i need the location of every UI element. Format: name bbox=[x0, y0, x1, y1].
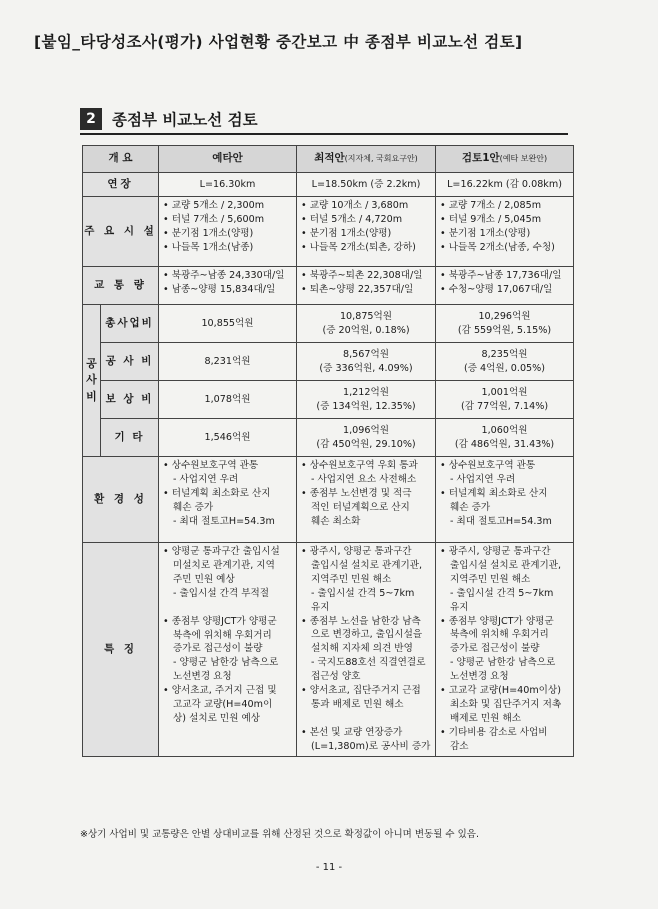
list-item: 배제로 민원 해소 bbox=[450, 712, 521, 724]
list-item: • 북광주~퇴촌 22,308대/일 bbox=[301, 270, 423, 281]
cell bbox=[159, 419, 297, 457]
list-item: • 터널계획 최소화로 산지 bbox=[163, 487, 271, 499]
section-title: 종점부 비교노선 검토 bbox=[112, 111, 258, 129]
list-item: - 사업지연 요소 사전해소 bbox=[311, 473, 417, 485]
cell bbox=[297, 267, 436, 305]
cell bbox=[159, 381, 297, 419]
comparison-table bbox=[82, 145, 574, 757]
list-item: - 국지도88호선 직결연결로 bbox=[311, 657, 426, 669]
list-item: 접근성 양호 bbox=[311, 671, 361, 683]
list-item: • 교량 5개소 / 2,300m bbox=[163, 200, 265, 211]
cell bbox=[436, 267, 574, 305]
list-item: - 출입시설 간격 5~7km bbox=[450, 587, 554, 599]
cell-change: (감 450억원, 29.10%) bbox=[316, 438, 416, 450]
row-traffic bbox=[83, 267, 574, 305]
label-features: 특 징 bbox=[83, 543, 159, 757]
list-item: 출입시설 설치로 관계기관, bbox=[311, 559, 423, 571]
section-header bbox=[80, 108, 568, 135]
label-cost-group: 공 사 비 bbox=[83, 305, 101, 457]
cell-value: 1,001억원 bbox=[481, 386, 528, 398]
cell bbox=[436, 343, 574, 381]
list-item: 훼손 증가 bbox=[173, 501, 214, 513]
list-item: 북측에 위치해 우회거리 bbox=[173, 629, 272, 641]
list-item: 증가로 접근성이 불량 bbox=[450, 643, 540, 655]
page-number: - 11 - bbox=[315, 862, 343, 873]
list-item: - 최대 절토고H=54.3m bbox=[450, 515, 552, 527]
list-item: - 사업지연 우려 bbox=[173, 473, 239, 485]
list-item: • 양서초교, 주거지 근접 및 bbox=[163, 685, 277, 697]
row-environment bbox=[83, 457, 574, 543]
section-number: 2 bbox=[80, 108, 102, 130]
cell bbox=[297, 419, 436, 457]
list-item: • 북광주~남종 24,330대/일 bbox=[163, 270, 285, 281]
label-total-cost: 총사업비 bbox=[101, 305, 159, 343]
cell-value: 1,212억원 bbox=[343, 386, 390, 398]
list-item: • 본선 및 교량 연장증가 bbox=[301, 726, 403, 738]
cell-value: 10,296억원 bbox=[478, 310, 531, 322]
list-item: 감소 bbox=[450, 740, 469, 752]
list-item: - 출입시설 간격 5~7km bbox=[311, 587, 415, 599]
list-item: • 터널계획 최소화로 산지 bbox=[440, 487, 548, 499]
document-title: [붙임_타당성조사(평가) 사업현황 중간보고 中 종점부 비교노선 검토] bbox=[34, 33, 523, 51]
label-construction-cost: 공 사 비 bbox=[101, 343, 159, 381]
list-item: • 광주시, 양평군 통과구간 bbox=[440, 546, 551, 557]
list-item: • 종점부 노선변경 및 적극 bbox=[301, 487, 412, 499]
cell-value: 8,567억원 bbox=[343, 348, 390, 360]
cell-value: 8,231억원 bbox=[204, 355, 251, 367]
list-item: • 나들목 2개소(퇴촌, 강하) bbox=[301, 241, 416, 253]
list-item: - 사업지연 우려 bbox=[450, 473, 516, 485]
cell bbox=[159, 543, 297, 757]
list-item: 유지 bbox=[450, 601, 469, 613]
row-total-cost bbox=[83, 305, 574, 343]
cell bbox=[297, 197, 436, 267]
row-features bbox=[83, 543, 574, 757]
list-item: • 북광주~남종 17,736대/일 bbox=[440, 270, 562, 281]
row-length bbox=[83, 173, 574, 197]
list-item: • 상수원보호구역 우회 통과 bbox=[301, 460, 418, 471]
list-item: • 분기점 1개소(양평) bbox=[440, 227, 531, 239]
list-item: • 양평군 통과구간 출입시설 bbox=[163, 546, 280, 557]
list-item: • 퇴촌~양평 22,357대/일 bbox=[301, 283, 414, 295]
list-item: • 기타비용 감소로 사업비 bbox=[440, 726, 548, 738]
list-item: 증가로 접근성이 불량 bbox=[173, 643, 263, 655]
table-header-row bbox=[83, 146, 574, 173]
header-overview: 개 요 bbox=[83, 146, 159, 173]
cell-value: 10,855억원 bbox=[201, 317, 254, 329]
list-item: • 상수원보호구역 관통 bbox=[163, 460, 259, 471]
cell-change: (감 77억원, 7.14%) bbox=[460, 400, 549, 412]
list-item: • 나들목 1개소(남종) bbox=[163, 241, 254, 253]
cell bbox=[436, 419, 574, 457]
list-item: 고교각 교량(H=40m이 bbox=[173, 699, 273, 711]
cell bbox=[436, 457, 574, 543]
list-item: • 수청~양평 17,067대/일 bbox=[440, 283, 553, 295]
list-item: 미설치로 관계기관, 지역 bbox=[173, 559, 275, 571]
label-environment: 환 경 성 bbox=[83, 457, 159, 543]
list-item: • 종점부 양평JCT가 양평군 bbox=[163, 615, 277, 627]
list-item: - 출입시설 간격 부적절 bbox=[173, 587, 270, 599]
label-facilities: 주 요 시 설 bbox=[83, 197, 159, 267]
cell bbox=[297, 343, 436, 381]
cell bbox=[436, 305, 574, 343]
cell-change: (증 336억원, 4.09%) bbox=[319, 362, 413, 374]
cell bbox=[436, 197, 574, 267]
cell bbox=[297, 305, 436, 343]
list-item: • 상수원보호구역 관통 bbox=[440, 460, 536, 471]
list-item: - 양평군 남한강 남측으로 bbox=[173, 657, 279, 669]
header-review1: 검토1안(예타 보완안) bbox=[436, 146, 574, 173]
list-item: • 양서초교, 집단주거지 근접 bbox=[301, 685, 421, 697]
list-item: • 분기점 1개소(양평) bbox=[163, 227, 254, 239]
cell-value: 1,096억원 bbox=[343, 424, 390, 436]
list-item: • 종점부 노선을 남한강 남측 bbox=[301, 615, 421, 627]
cell-value: 1,078억원 bbox=[204, 393, 251, 405]
list-item: • 나들목 2개소(남종, 수청) bbox=[440, 241, 555, 253]
list-item: • 종점부 양평JCT가 양평군 bbox=[440, 615, 554, 627]
list-item: (L=1,380m)로 공사비 증가 bbox=[311, 740, 431, 752]
list-item: 으로 변경하고, 출입시설을 bbox=[311, 629, 423, 641]
list-item: • 터널 5개소 / 4,720m bbox=[301, 213, 403, 225]
list-item: • 터널 9개소 / 5,045m bbox=[440, 213, 542, 225]
cell bbox=[297, 381, 436, 419]
list-item: 설치해 지자체 의견 반영 bbox=[311, 643, 413, 655]
header-yeta: 예타안 bbox=[159, 146, 297, 173]
header-optimal: 최적안(지자체, 국회요구안) bbox=[297, 146, 436, 173]
cell-change: (감 559억원, 5.15%) bbox=[457, 324, 552, 336]
list-item: • 터널 7개소 / 5,600m bbox=[163, 213, 265, 225]
cell bbox=[159, 343, 297, 381]
list-item: 북측에 위치해 우회거리 bbox=[450, 629, 549, 641]
cell-value: 1,546억원 bbox=[204, 431, 251, 443]
cell-value: 10,875억원 bbox=[339, 310, 393, 322]
list-item: - 양평군 남한강 남측으로 bbox=[450, 657, 556, 669]
cell bbox=[159, 197, 297, 267]
list-item: 노선변경 요청 bbox=[450, 671, 509, 683]
label-other-cost: 기 타 bbox=[101, 419, 159, 457]
list-item: 통과 배제로 민원 해소 bbox=[311, 698, 404, 710]
label-length: 연장 bbox=[83, 173, 159, 197]
header-review1-note: (예타 보완안) bbox=[499, 154, 548, 164]
list-item: 훼손 최소화 bbox=[311, 515, 361, 527]
list-item: 최소화 및 집단주거지 저촉 bbox=[450, 698, 562, 710]
cell bbox=[436, 381, 574, 419]
cell-value: 1,060억원 bbox=[481, 424, 528, 436]
label-compensation-cost: 보 상 비 bbox=[101, 381, 159, 419]
row-other-cost bbox=[83, 419, 574, 457]
cell-change: (증 4억원, 0.05%) bbox=[464, 362, 546, 374]
cell: L=18.50km (증 2.2km) bbox=[297, 173, 436, 197]
label-traffic: 교 통 량 bbox=[83, 267, 159, 305]
list-item: • 고교각 교량(H=40m이상) bbox=[440, 685, 561, 697]
cell-change: (감 486억원, 31.43%) bbox=[454, 438, 555, 450]
list-item: 노선변경 요청 bbox=[173, 671, 232, 683]
header-optimal-note: (지자체, 국회요구안) bbox=[344, 154, 418, 164]
list-item: 지역주민 민원 해소 bbox=[311, 573, 392, 585]
list-item: 주민 민원 예상 bbox=[173, 573, 235, 585]
cell: L=16.22km (감 0.08km) bbox=[436, 173, 574, 197]
cell bbox=[297, 543, 436, 757]
footnote: ※상기 사업비 및 교통량은 안별 상대비교를 위해 산정된 것으로 확정값이 아니며 변동될 수 있음. bbox=[80, 829, 479, 840]
list-item: 출입시설 설치로 관계기관, bbox=[450, 559, 562, 571]
list-item: • 광주시, 양평군 통과구간 bbox=[301, 546, 412, 557]
list-item: - 최대 절토고H=54.3m bbox=[173, 515, 275, 527]
cell bbox=[297, 457, 436, 543]
cell bbox=[436, 543, 574, 757]
list-item: • 남종~양평 15,834대/일 bbox=[163, 283, 276, 295]
cell: L=16.30km bbox=[159, 173, 297, 197]
cell-change: (증 20억원, 0.18%) bbox=[322, 324, 410, 336]
cell bbox=[159, 457, 297, 543]
cell-change: (증 134억원, 12.35%) bbox=[316, 400, 416, 412]
row-construction-cost bbox=[83, 343, 574, 381]
list-item: • 교량 7개소 / 2,085m bbox=[440, 200, 542, 211]
list-item: • 교량 10개소 / 3,680m bbox=[301, 200, 409, 211]
cell bbox=[159, 267, 297, 305]
list-item: • 분기점 1개소(양평) bbox=[301, 227, 392, 239]
cell bbox=[159, 305, 297, 343]
row-facilities bbox=[83, 197, 574, 267]
list-item: 유지 bbox=[311, 601, 330, 613]
cell-value: 8,235억원 bbox=[481, 348, 528, 360]
row-compensation-cost bbox=[83, 381, 574, 419]
list-item: 훼손 증가 bbox=[450, 501, 491, 513]
list-item: 지역주민 민원 해소 bbox=[450, 573, 531, 585]
list-item: 적인 터널계획으로 산지 bbox=[311, 501, 410, 513]
list-item: 상) 설치로 민원 예상 bbox=[173, 712, 261, 724]
